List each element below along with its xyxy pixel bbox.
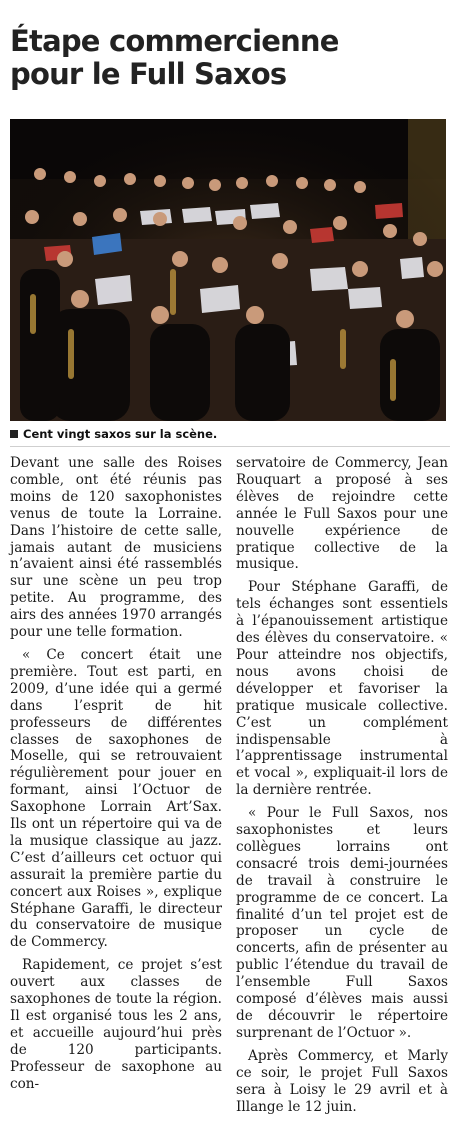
headline: [10, 25, 450, 91]
headline-line-2: pour le Full Saxos: [10, 57, 287, 92]
caption-text: Cent vingt saxos sur la scène.: [23, 427, 218, 441]
paragraph: servatoire de Commercy, Jean Rouquart a proposé à ses élèves de rejoindre cette année le Full Saxos pour une nouvelle expérience de pratique collective de la musique.: [236, 455, 448, 573]
paragraph: Rapidement, ce projet s’est ouvert aux classes de saxophones de toute la région. Il est organisé tous les 2 ans, et accueille aujourd’hui près de 120 participants. Professeur de saxophone au con-: [10, 957, 222, 1092]
caption-divider: [10, 446, 450, 447]
article-column-left: [10, 455, 222, 1093]
paragraph: « Ce concert était une première. Tout est parti, en 2009, d’une idée qui a germé dans l’esprit de hit professeurs de différentes classes de saxophones de Moselle, qui se retrouvaient régulièrement pour jouer en formant, ainsi l’Octuor de Saxophone Lorrain Art’Sax. Ils ont un répertoire qui va de la musique classique au jazz. C’est d’ailleurs cet octuor qui assurait la première partie du concert aux Roises », explique Stéphane Garaffi, le directeur du conservatoire de musique de Commercy.: [10, 646, 222, 951]
concert-photo-illustration: [10, 119, 446, 421]
photo-caption: [10, 427, 450, 441]
paragraph: Pour Stéphane Garaffi, de tels échanges sont essentiels à l’épanouissement artistique des élèves du conservatoire. « Pour atteindre nos objectifs, nous avons choisi de développer et favoriser la pratique musicale collective. C’est un complément indispensable à l’apprentissage instrumental et vocal », expliquait-il lors de la dernière rentrée.: [236, 579, 448, 799]
caption-square-icon: [10, 430, 18, 438]
paragraph: Après Commercy, et Marly ce soir, le projet Full Saxos sera à Loisy le 29 avril et à Illange le 12 juin.: [236, 1047, 448, 1115]
headline-line-1: Étape commercienne: [10, 24, 339, 59]
concert-photo: [10, 119, 446, 421]
paragraph: « Pour le Full Saxos, nos saxophonistes et leurs collègues lorrains ont consacré trois demi-journées de travail à construire le programme de ce concert. La finalité d’un tel projet est de proposer un cycle de concerts, afin de présenter au public l’étendue du travail de l’ensemble Full Saxos composé d’élèves mais aussi de découvrir le répertoire surprenant de l’Octuor ».: [236, 805, 448, 1041]
article-column-right: [236, 455, 448, 1115]
paragraph: Devant une salle des Roises comble, ont été réunis pas moins de 120 saxophonistes venus de toute la Lorraine. Dans l’histoire de cette salle, jamais autant de musiciens n’avaient ainsi été rassemblés sur une scène un peu trop petite. Au programme, des airs des années 1970 arrangés pour une telle formation.: [10, 455, 222, 641]
